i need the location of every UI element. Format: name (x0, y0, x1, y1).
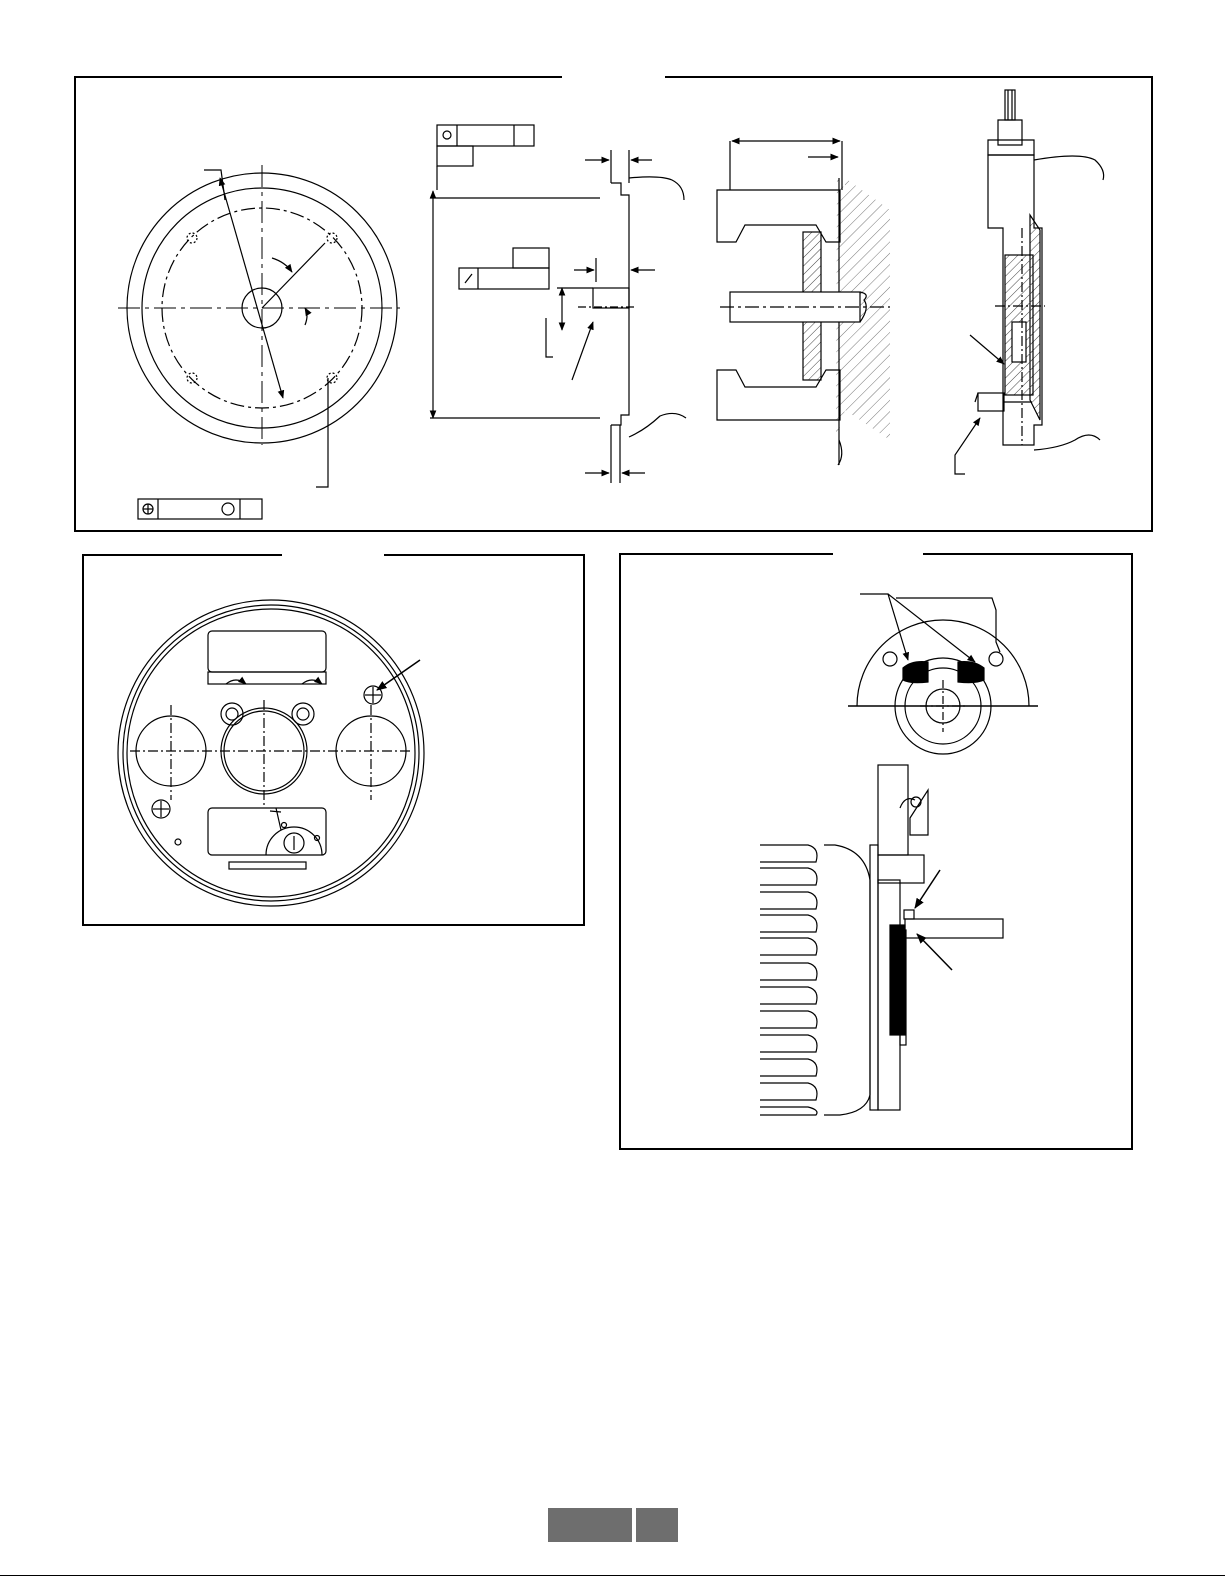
cooling-fins (760, 845, 817, 1115)
motor-side-view (760, 765, 1003, 1115)
top-figure-panel (75, 77, 1152, 531)
flange-section-view (430, 125, 686, 483)
motor-endcap-view (118, 600, 424, 906)
bottom-left-figure-panel (83, 555, 584, 925)
page-number-tab (636, 1508, 678, 1542)
brake-section-view (717, 141, 890, 465)
bolt-circle-view (118, 165, 400, 487)
footer-rule (0, 1575, 1225, 1576)
section-tab (548, 1508, 632, 1542)
motor-front-view (848, 594, 1038, 754)
tolerance-frame (138, 499, 262, 519)
bracket-section-view (955, 90, 1104, 474)
bottom-right-figure-panel (620, 554, 1132, 1149)
